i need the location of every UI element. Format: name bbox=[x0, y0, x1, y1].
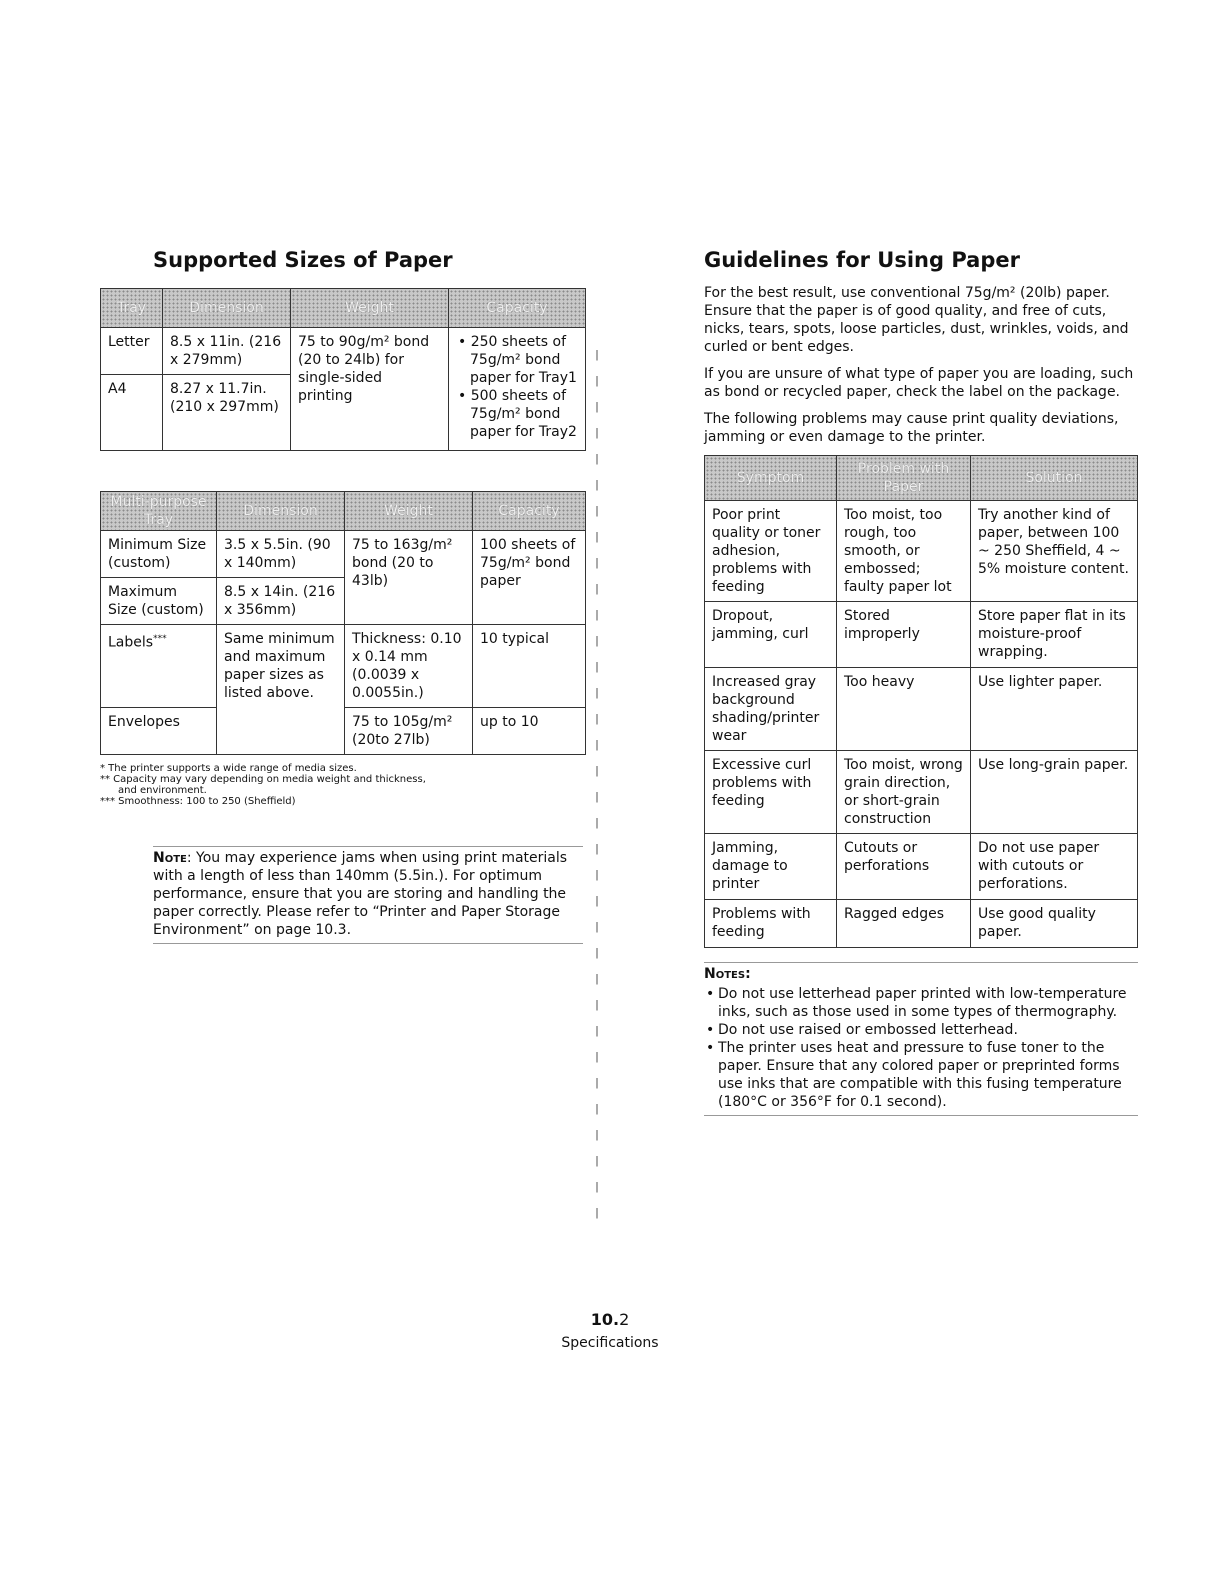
symptom-cell: Problems with feeding bbox=[705, 900, 837, 948]
page-number bbox=[0, 1310, 1220, 1329]
footnote: *** Smoothness: 100 to 250 (Sheffield) bbox=[100, 796, 296, 807]
header-cell: Symptom bbox=[705, 456, 837, 501]
table-row bbox=[705, 751, 1138, 834]
section-name: Specifications bbox=[561, 1335, 659, 1351]
problem-cell: Ragged edges bbox=[837, 900, 971, 948]
header-cell: Solution bbox=[971, 456, 1138, 501]
capacity-cell: up to 10 bbox=[473, 708, 586, 755]
header-cell: Capacity bbox=[473, 492, 586, 531]
tray-paper-table bbox=[100, 288, 586, 451]
weight-cell: Thickness: 0.10 x 0.14 mm (0.0039 x 0.0055in.) bbox=[345, 625, 473, 708]
left-column bbox=[100, 248, 586, 807]
header-cell: Multi-purpose Tray bbox=[101, 492, 217, 531]
list-item: • Do not use raised or embossed letterhead. bbox=[718, 1021, 1138, 1039]
symptom-cell: Excessive curl problems with feeding bbox=[705, 751, 837, 834]
page-number-chapter: 10. bbox=[590, 1310, 620, 1329]
list-item: • Do not use letterhead paper printed with low-temperature inks, such as those used in some types of thermography. bbox=[718, 985, 1138, 1021]
labels-label: Labels bbox=[108, 634, 154, 651]
note-box bbox=[153, 846, 583, 944]
dimension-cell: 8.5 x 14in. (216 x 356mm) bbox=[217, 578, 345, 625]
header-cell: Dimension bbox=[217, 492, 345, 531]
footnote: ** Capacity may vary depending on media weight and thickness, bbox=[100, 774, 426, 785]
table-row bbox=[705, 834, 1138, 900]
header-cell: Dimension bbox=[163, 289, 291, 328]
table-header-row bbox=[101, 492, 586, 531]
right-section-title: Guidelines for Using Paper bbox=[704, 248, 1020, 272]
footnote-continued bbox=[100, 785, 586, 796]
solution-cell: Use long-grain paper. bbox=[971, 751, 1138, 834]
list-item: • The printer uses heat and pressure to fuse toner to the paper. Ensure that any colored paper or preprinted forms use inks that are compatible with this fusing temperature (180°C or 356°F for 0.1 second). bbox=[718, 1039, 1138, 1111]
solution-cell: Store paper flat in its moisture-proof wrapping. bbox=[971, 602, 1138, 668]
size-cell: Maximum Size (custom) bbox=[101, 578, 217, 625]
problem-cell: Too moist, too rough, too smooth, or embossed; faulty paper lot bbox=[837, 501, 971, 602]
table-row bbox=[101, 531, 586, 578]
multipurpose-tray-table bbox=[100, 491, 586, 755]
problem-cell: Too moist, wrong grain direction, or short-grain construction bbox=[837, 751, 971, 834]
intro-text bbox=[704, 284, 1138, 446]
problem-cell: Stored improperly bbox=[837, 602, 971, 668]
notes-box bbox=[704, 962, 1138, 1116]
dimension-cell: 8.5 x 11in. (216 x 279mm) bbox=[163, 328, 291, 375]
page-number-page: 2 bbox=[619, 1310, 630, 1329]
dimension-cell: Same minimum and maximum paper sizes as listed above. bbox=[217, 625, 345, 755]
header-cell: Weight bbox=[291, 289, 449, 328]
capacity-cell: 100 sheets of 75g/m² bond paper bbox=[473, 531, 586, 625]
size-cell bbox=[101, 625, 217, 708]
header-cell: Problem with Paper bbox=[837, 456, 971, 501]
notes-list bbox=[704, 985, 1138, 1111]
note-text: : You may experience jams when using print materials with a length of less than 140mm (5.5in.). For optimum performance, ensure that you are storing and handling the paper correctly. Please refer to “Printer and Paper Storage Environment” on page 10.3. bbox=[153, 850, 568, 938]
solution-cell: Do not use paper with cutouts or perforations. bbox=[971, 834, 1138, 900]
problem-cell: Cutouts or perforations bbox=[837, 834, 971, 900]
size-cell: Minimum Size (custom) bbox=[101, 531, 217, 578]
table-row bbox=[705, 668, 1138, 751]
right-column bbox=[704, 248, 1138, 948]
paragraph: For the best result, use conventional 75g/m² (20lb) paper. Ensure that the paper is of good quality, and free of cuts, nicks, tears, spots, loose particles, dust, wrinkles, voids, and curled or bent edges. bbox=[704, 285, 1129, 355]
symptom-cell: Jamming, damage to printer bbox=[705, 834, 837, 900]
size-cell: Envelopes bbox=[101, 708, 217, 755]
table-row bbox=[705, 501, 1138, 602]
paragraph: If you are unsure of what type of paper you are loading, such as bond or recycled paper, check the label on the package. bbox=[704, 366, 1134, 400]
capacity-cell: 10 typical bbox=[473, 625, 586, 708]
header-cell: Capacity bbox=[449, 289, 586, 328]
table-header-row bbox=[705, 456, 1138, 501]
footnote: * The printer supports a wide range of media sizes. bbox=[100, 763, 357, 774]
header-cell: Tray bbox=[101, 289, 163, 328]
column-divider bbox=[596, 350, 598, 1220]
table-header-row bbox=[101, 289, 586, 328]
capacity-item: • 500 sheets of 75g/m² bond paper for Tray2 bbox=[456, 387, 578, 441]
tray-cell: Letter bbox=[101, 328, 163, 375]
weight-cell: 75 to 90g/m² bond (20 to 24lb) for single-sided printing bbox=[291, 328, 449, 451]
table-row bbox=[101, 328, 586, 375]
weight-cell: 75 to 163g/m² bond (20 to 43lb) bbox=[345, 531, 473, 625]
left-section-title: Supported Sizes of Paper bbox=[153, 248, 453, 272]
solution-cell: Try another kind of paper, between 100 ~ 250 Sheffield, 4 ~ 5% moisture content. bbox=[971, 501, 1138, 602]
note-label: Note bbox=[153, 850, 187, 866]
paper-problems-table bbox=[704, 455, 1138, 948]
page-footer bbox=[0, 1310, 1220, 1351]
table-row bbox=[101, 625, 586, 708]
solution-cell: Use lighter paper. bbox=[971, 668, 1138, 751]
tray-cell: A4 bbox=[101, 375, 163, 451]
problem-cell: Too heavy bbox=[837, 668, 971, 751]
symptom-cell: Dropout, jamming, curl bbox=[705, 602, 837, 668]
notes-label: Notes: bbox=[704, 966, 751, 982]
header-cell: Weight bbox=[345, 492, 473, 531]
footnote-text: and environment. bbox=[118, 785, 207, 796]
capacity-item: • 250 sheets of 75g/m² bond paper for Tray1 bbox=[456, 333, 578, 387]
table-row bbox=[705, 900, 1138, 948]
dimension-cell: 8.27 x 11.7in. (210 x 297mm) bbox=[163, 375, 291, 451]
dimension-cell: 3.5 x 5.5in. (90 x 140mm) bbox=[217, 531, 345, 578]
footnotes bbox=[100, 763, 586, 807]
weight-cell: 75 to 105g/m² (20to 27lb) bbox=[345, 708, 473, 755]
symptom-cell: Poor print quality or toner adhesion, problems with feeding bbox=[705, 501, 837, 602]
solution-cell: Use good quality paper. bbox=[971, 900, 1138, 948]
labels-footnote-mark: *** bbox=[153, 634, 167, 644]
capacity-cell bbox=[449, 328, 586, 451]
table-row bbox=[705, 602, 1138, 668]
paragraph: The following problems may cause print quality deviations, jamming or even damage to the printer. bbox=[704, 411, 1119, 445]
symptom-cell: Increased gray background shading/printer wear bbox=[705, 668, 837, 751]
